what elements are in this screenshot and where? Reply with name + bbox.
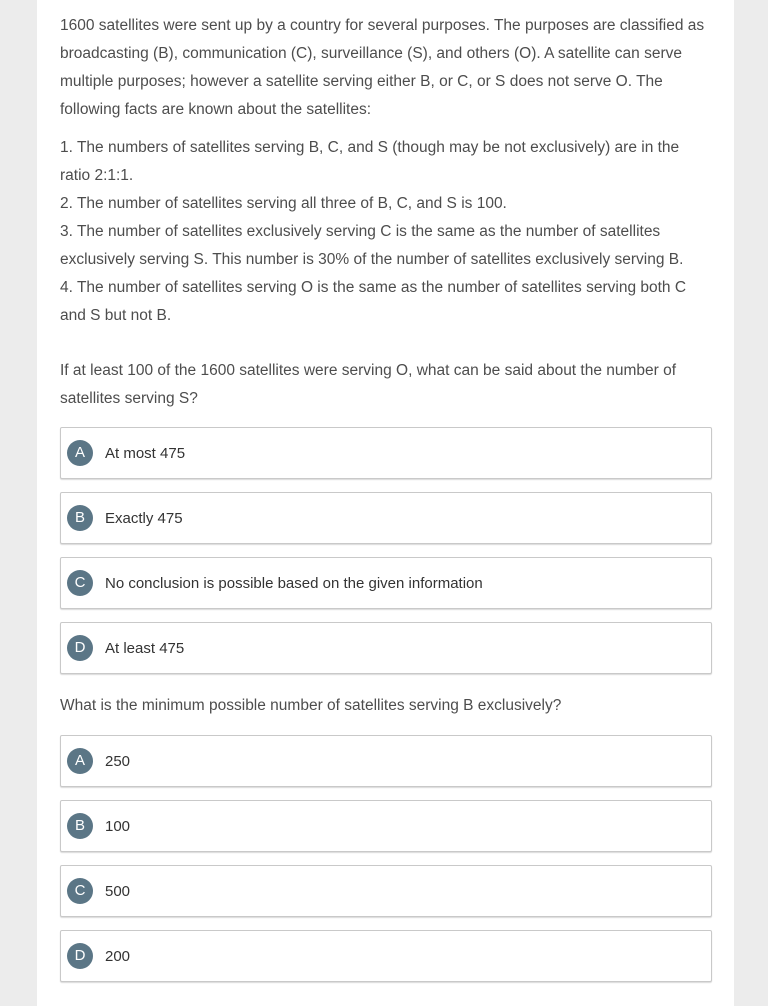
q1-option-a[interactable]: [60, 427, 712, 479]
option-text: No conclusion is possible based on the given information: [105, 574, 483, 592]
question-1-text: If at least 100 of the 1600 satellites were serving O, what can be said about the number of satellites serving S?: [60, 362, 677, 407]
option-text: 100: [105, 817, 131, 835]
option-letter-badge: B: [67, 505, 93, 531]
q2-option-d[interactable]: [60, 930, 712, 982]
option-text: 500: [105, 882, 131, 900]
option-text: At most 475: [105, 444, 186, 462]
q1-option-d[interactable]: [60, 622, 712, 674]
q2-option-b[interactable]: [60, 800, 712, 852]
option-letter-badge: A: [67, 748, 93, 774]
question-1-options: [60, 427, 712, 674]
question-card: [37, 0, 734, 1006]
option-letter-badge: D: [67, 635, 93, 661]
option-letter-badge: D: [67, 943, 93, 969]
option-text: 200: [105, 947, 131, 965]
option-letter-badge: C: [67, 878, 93, 904]
option-letter-badge: C: [67, 570, 93, 596]
question-2-text: What is the minimum possible number of satellites serving B exclusively?: [60, 697, 562, 714]
q2-option-a[interactable]: [60, 735, 712, 787]
passage-intro: 1600 satellites were sent up by a country for several purposes. The purposes are classified as broadcasting (B), communication (C), surveillance (S), and others (O). A satellite can serve multiple purposes; however a satellite serving either B, or C, or S does not serve O. The following facts are known about the satellites:: [60, 17, 705, 118]
fact-item: 3. The number of satellites exclusively serving C is the same as the number of satellites exclusively serving S. This number is 30% of the number of satellites exclusively serving B.: [60, 223, 684, 268]
facts-list: [60, 134, 712, 330]
q1-option-c[interactable]: [60, 557, 712, 609]
q1-option-b[interactable]: [60, 492, 712, 544]
option-text: At least 475: [105, 639, 185, 657]
option-text: 250: [105, 752, 131, 770]
option-letter-badge: A: [67, 440, 93, 466]
fact-item: 1. The numbers of satellites serving B, C, and S (though may be not exclusively) are in the ratio 2:1:1.: [60, 139, 680, 184]
question-2-options: [60, 735, 712, 982]
option-letter-badge: B: [67, 813, 93, 839]
option-text: Exactly 475: [105, 509, 183, 527]
fact-item: 2. The number of satellites serving all three of B, C, and S is 100.: [60, 195, 507, 212]
q2-option-c[interactable]: [60, 865, 712, 917]
fact-item: 4. The number of satellites serving O is the same as the number of satellites serving both C and S but not B.: [60, 279, 687, 324]
